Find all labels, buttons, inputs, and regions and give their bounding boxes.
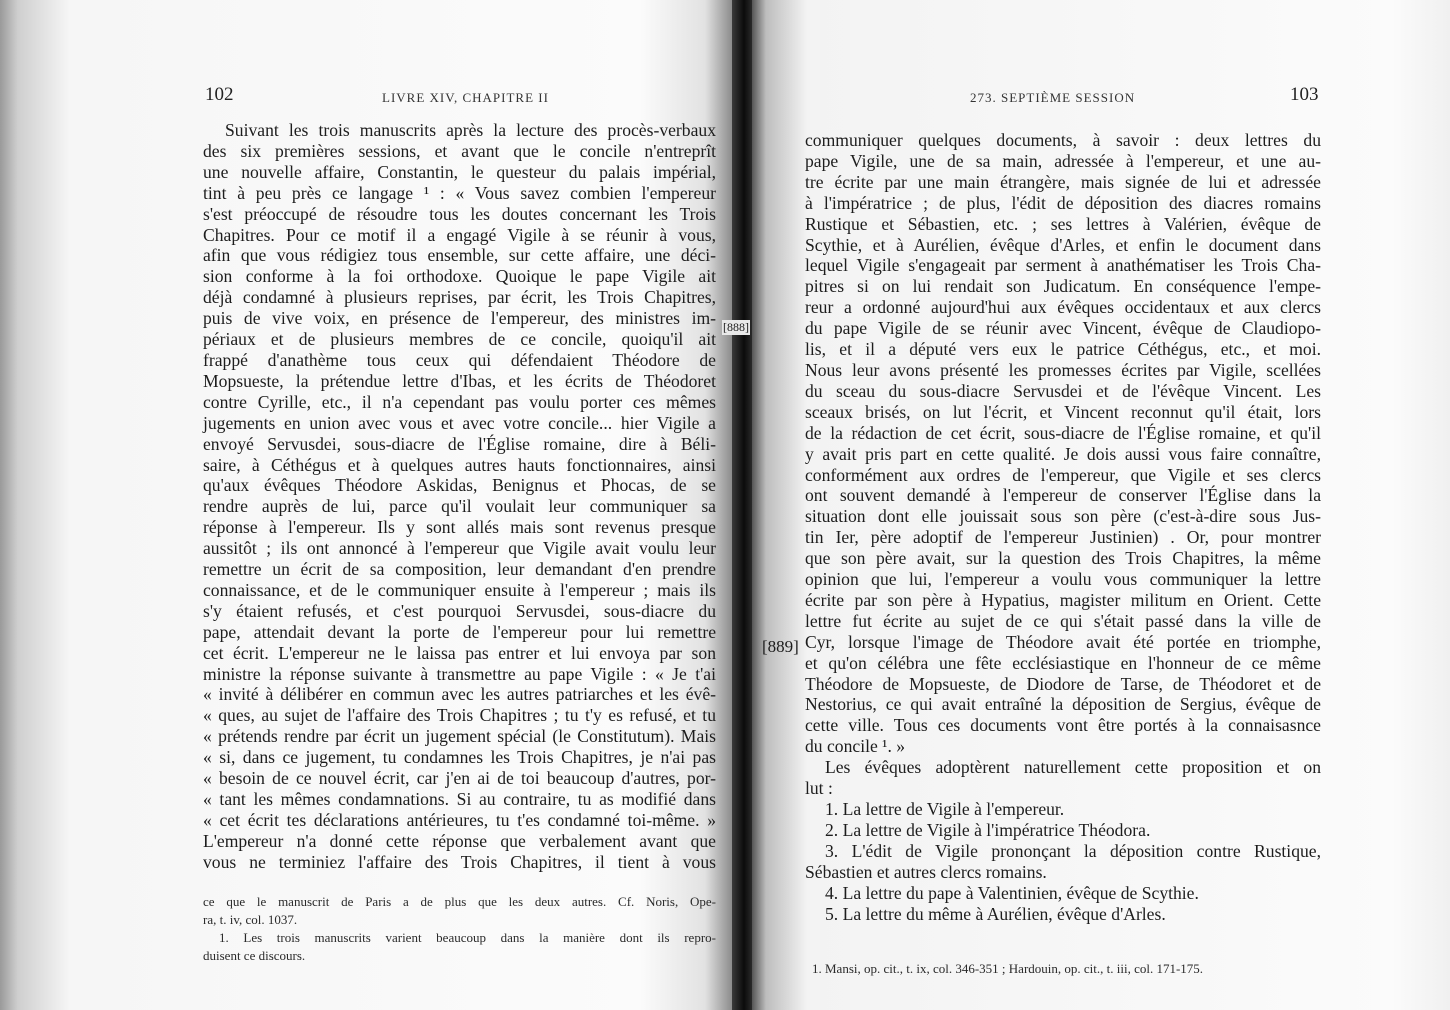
left-line: tint à peu près ce langage ¹ : « Vous savez combien l'empereur: [203, 182, 716, 203]
right-line: 1. La lettre de Vigile à l'empereur.: [825, 799, 1065, 819]
right-line: 5. La lettre du même à Aurélien, évêque d'Arles.: [825, 903, 1166, 924]
left-line: rendre auprès de lui, parce qu'il voulait leur communiquer sa: [203, 496, 716, 517]
right-line: conformément aux ordres de l'empereur, que Vigile et ses clercs: [805, 464, 1321, 485]
right-line: du pape Vigile de se réunir avec Vincent, évêque de Claudiopo-: [805, 318, 1321, 339]
left-line: réponse à l'empereur. Ils y sont allés mais sont revenus presque: [203, 517, 716, 538]
left-line: « si, dans ce jugement, tu condamnes les Trois Chapitres, je n'ai pas: [203, 747, 716, 768]
left-line: « cet écrit tes déclarations antérieures, tu t'es condamné toi-même. »: [203, 809, 716, 830]
right-line: du sceau du sous-diacre Servusdei et de l'évêque Vincent. Les: [805, 380, 1321, 401]
left-line: une nouvelle affaire, Constantin, le questeur du palais impérial,: [203, 161, 716, 182]
running-head-right: 273. SEPTIÈME SESSION: [970, 90, 1136, 105]
left-line: des six premières sessions, et avant que le concile n'entreprît: [203, 140, 716, 161]
right-body-text: [805, 130, 1321, 924]
right-line: écrite par son père à Hypatius, magister militum en Orient. Cette: [805, 589, 1321, 610]
left-line: aussitôt ; ils ont annoncé à l'empereur que Vigile avait voulu leur: [203, 538, 716, 559]
right-line: à l'impératrice ; de plus, l'édit de déposition des diacres romains: [805, 192, 1321, 213]
book-gutter: [732, 0, 752, 1010]
right-line: Sébastien et autres clercs romains.: [805, 861, 1047, 882]
right-line: lettre fut écrite au sujet de ce qui s'était passé dans la ville de: [805, 610, 1321, 631]
left-line: cet écrit. L'empereur ne le laissa pas entrer et lui envoya par son: [203, 642, 716, 663]
right-line: cette ville. Tous ces documents vont être portés à la connaisasnce: [805, 715, 1321, 736]
left-line: pape, attendait devant la porte de l'empereur pour lui remettre: [203, 621, 716, 642]
right-line: sceaux brisés, on lut l'écrit, et Vincent reconnut qu'il était, lors: [805, 401, 1321, 422]
right-line: Nous leur avons présenté les promesses écrites par Vigile, scellées: [805, 359, 1321, 380]
left-line: remettre un écrit de sa composition, leur demandant d'en prendre: [203, 559, 716, 580]
left-line: « invité à délibérer en commun avec les autres patriarches et les évê-: [203, 684, 716, 705]
right-page: [752, 0, 1450, 1010]
left-line: afin que vous rédigiez tous ensemble, sur cette affaire, une déci-: [203, 245, 716, 266]
right-line: reur a ordonné aujourd'hui aux évêques occidentaux et aux clercs: [805, 297, 1321, 318]
left-line: contre Cyrille, etc., il n'a cependant pas voulu porter ces mêmes: [203, 391, 716, 412]
left-line: envoyé Servusdei, sous-diacre de l'Église romaine, dire à Béli-: [203, 433, 716, 454]
right-line: 4. La lettre du pape à Valentinien, évêque de Scythie.: [825, 882, 1199, 903]
right-line: situation dont elle jouissait sous son père (c'est-à-dire sous Jus-: [805, 506, 1321, 527]
running-head-left: LIVRE XIV, CHAPITRE II: [382, 90, 549, 105]
right-line: et qu'on célébra une fête ecclésiastique en l'honneur de ce même: [805, 652, 1321, 673]
left-line: Mopsueste, la prétendue lettre d'Ibas, et les écrits de Théodoret: [203, 370, 716, 391]
right-line: communiquer quelques documents, à savoir : deux lettres du: [805, 130, 1321, 150]
right-line: lequel Vigile s'engageait par serment à anathématiser les Trois Cha-: [805, 255, 1321, 276]
left-line: sion conforme à la foi orthodoxe. Quoique le pape Vigile ait: [203, 266, 716, 287]
right-line: de la rédaction de cet écrit, sous-diacre de l'Église romaine, et qu'il: [805, 422, 1321, 443]
left-line: frappé d'anathème tous ceux qui défendaient Théodore de: [203, 349, 716, 370]
left-footnotes: [203, 893, 716, 965]
left-line: « ques, au sujet de l'affaire des Trois Chapitres ; tu t'y es refusé, et tu: [203, 705, 716, 726]
page-number-left: 102: [205, 84, 234, 105]
right-line: y avait pris part en cette qualité. Je dois aussi vous faire connaître,: [805, 443, 1321, 464]
left-line: « besoin de ce nouvel écrit, car j'en ai de toi beaucoup d'autres, por-: [203, 768, 716, 789]
right-line: tin Ier, père adoptif de l'empereur Justinien) . Or, pour montrer: [805, 527, 1321, 548]
margin-marker-888: [888]: [723, 320, 749, 334]
right-footnotes: [812, 960, 1322, 978]
left-line: périaux et de plusieurs membres de ce concile, quoiqu'il ait: [203, 329, 716, 350]
right-line: opinion que lui, l'empereur a voulu vous communiquer la lettre: [805, 569, 1321, 590]
left-line: L'empereur n'a donné cette réponse que verbalement avant que: [203, 830, 716, 851]
left-line: connaissance, et de le communiquer ensuite à l'empereur ; mais ils: [203, 579, 716, 600]
footnote-line: duisent ce discours.: [203, 948, 306, 963]
page-number-right: 103: [1290, 84, 1319, 105]
right-line: 3. L'édit de Vigile prononçant la déposition contre Rustique,: [825, 840, 1321, 861]
right-line: lut :: [805, 778, 833, 799]
left-line: qu'aux évêques Théodore Askidas, Benignus et Phocas, de se: [203, 475, 716, 496]
right-line: Cyr, lorsque l'image de Théodore avait été portée en triomphe,: [805, 631, 1321, 652]
left-line: déjà condamné à plusieurs reprises, par écrit, les Trois Chapitres,: [203, 287, 716, 308]
left-line: jugements en union avec vous et avec votre concile... hier Vigile a: [203, 412, 716, 433]
footnote-line: ce que le manuscrit de Paris a de plus que les deux autres. Cf. Noris, Ope-: [203, 894, 716, 909]
left-line: ministre la réponse suivante à transmettre au pape Vigile : « Je t'ai: [203, 663, 716, 684]
left-line: s'y étaient refusés, et c'est pourquoi Servusdei, sous-diacre du: [203, 600, 716, 621]
left-line: saire, à Céthégus et à quelques autres hauts fonctionnaires, ainsi: [203, 454, 716, 475]
left-body-text: [203, 120, 716, 873]
right-line: pape Vigile, une de sa main, adressée à l'empereur, et une au-: [805, 150, 1321, 171]
right-line: du concile ¹. »: [805, 736, 906, 757]
right-line: que son père avait, sur la question des Trois Chapitres, la même: [805, 548, 1321, 569]
left-line: « tant les mêmes condamnations. Si au contraire, tu as modifié dans: [203, 789, 716, 809]
right-line: Nestorius, ce qui avait entraîné la déposition de Sergius, évêque de: [805, 694, 1321, 715]
right-line: lis, et il a député vers eux le patrice Céthégus, etc., et moi.: [805, 339, 1321, 360]
footnote-line: ra, t. iv, col. 1037.: [203, 912, 298, 927]
right-line: Scythie, et à Aurélien, évêque d'Arles, et enfin le document dans: [805, 234, 1321, 255]
footnote-line: 1. Les trois manuscrits varient beaucoup dans la manière dont ils repro-: [219, 930, 716, 945]
margin-marker-889: [889]: [762, 637, 799, 656]
footnote-line: 1. Mansi, op. cit., t. ix, col. 346-351 ; Hardouin, op. cit., t. iii, col. 171-175.: [812, 961, 1204, 976]
right-line: Les évêques adoptèrent naturellement cette proposition et on: [825, 757, 1321, 778]
left-line: s'est préoccupé de résoudre tous les doutes concernant les Trois: [203, 203, 716, 224]
left-line: Suivant les trois manuscrits après la lecture des procès-verbaux: [225, 120, 716, 140]
left-line: vous ne terminiez l'affaire des Trois Chapitres, il tient à vous: [203, 851, 716, 872]
right-line: tre écrite par une main étrangère, mais signée de lui et adressée: [805, 171, 1321, 192]
right-line: 2. La lettre de Vigile à l'impératrice Théodora.: [825, 819, 1151, 840]
left-line: Chapitres. Pour ce motif il a engagé Vigile à se réunir à vous,: [203, 224, 716, 245]
right-line: Rustique et Sébastien, etc. ; ses lettres à Valérien, évêque de: [805, 213, 1321, 234]
left-line: « prétends rendre par écrit un jugement spécial (le Constitutum). Mais: [203, 726, 716, 747]
left-line: puis de vive voix, en présence de l'empereur, des ministres im-: [203, 308, 716, 329]
right-line: Théodore de Mopsueste, de Diodore de Tarse, de Théodoret et de: [805, 673, 1321, 694]
right-line: pitres si on lui rendait son Judicatum. En conséquence l'empe-: [805, 276, 1321, 297]
right-line: ont souvent demandé à l'empereur de conserver l'Église dans la: [805, 485, 1321, 506]
